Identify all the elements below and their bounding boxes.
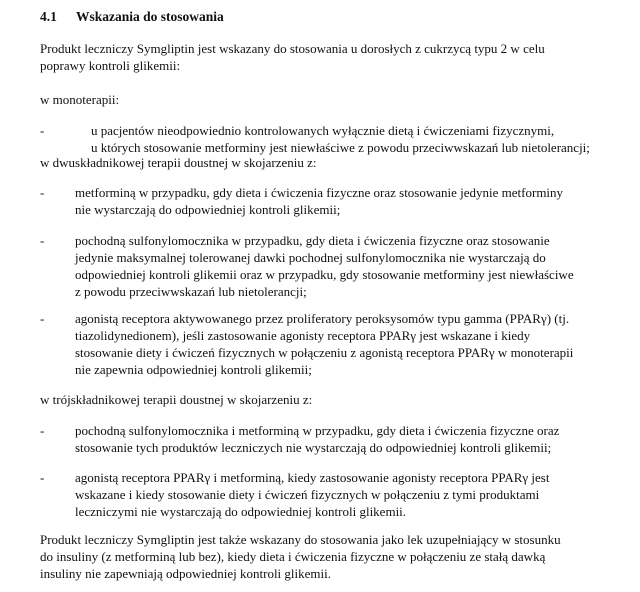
text-line: insuliny nie zapewniają odpowiedniej kontroli glikemii.: [40, 566, 331, 581]
section-heading: [40, 8, 224, 25]
list-item-text: [75, 310, 635, 378]
text-line: Produkt leczniczy Symgliptin jest wskazany do stosowania u dorosłych z cukrzycą typu 2 w celu: [40, 41, 545, 56]
monotherapy-label: w monoterapii:: [40, 92, 120, 107]
list-item-text: [75, 122, 635, 156]
text-line: stosowanie tych produktów leczniczych nie wystarczają do odpowiedniej kontroli glikemii;: [75, 440, 552, 455]
list-dash: -: [40, 123, 45, 138]
text-line: z powodu przeciwwskazań lub nietolerancji;: [75, 284, 307, 299]
closing-paragraph: [40, 531, 630, 582]
list-dash: -: [40, 233, 45, 248]
section-title: Wskazania do stosowania: [76, 9, 224, 24]
intro-paragraph: [40, 40, 630, 74]
text-line: u pacjentów nieodpowiednio kontrolowanych wyłącznie dietą i ćwiczeniami fizycznymi,: [91, 123, 555, 138]
list-dash: -: [40, 423, 45, 438]
list-item-text: [75, 184, 635, 218]
text-line: nie zapewnia odpowiedniej kontroli glikemii;: [75, 362, 312, 377]
text-line: odpowiedniej kontroli glikemii oraz w przypadku, gdy stosowanie metforminy jest niewłaściwe: [75, 267, 574, 282]
text-line: nie wystarczają do odpowiedniej kontroli glikemii;: [75, 202, 341, 217]
text-line: do insuliny (z metforminą lub bez), kiedy dieta i ćwiczenia fizyczne w połączeniu ze stałą dawką: [40, 549, 546, 564]
list-dash: -: [40, 470, 45, 485]
text-line: jedynie maksymalnej tolerowanej dawki pochodnej sulfonylomocznika nie wystarczają do: [75, 250, 546, 265]
text-line: leczniczymi nie wystarczają do odpowiedniej kontroli glikemii.: [75, 504, 407, 519]
dual-therapy-label: w dwuskładnikowej terapii doustnej w skojarzeniu z:: [40, 155, 317, 170]
list-dash: -: [40, 185, 45, 200]
text-line: metforminą w przypadku, gdy dieta i ćwiczenia fizyczne oraz stosowanie jedynie metforminy: [75, 185, 564, 200]
text-line: pochodną sulfonylomocznika w przypadku, gdy dieta i ćwiczenia fizyczne oraz stosowanie: [75, 233, 550, 248]
text-line: wskazane i kiedy stosowanie diety i ćwiczeń fizycznych w połączeniu z tymi produktami: [75, 487, 540, 502]
triple-therapy-label: w trójskładnikowej terapii doustnej w skojarzeniu z:: [40, 392, 313, 407]
list-item-text: [75, 232, 635, 300]
text-line: agonistą receptora PPARγ i metforminą, kiedy zastosowanie agonisty receptora PPARγ jest: [75, 470, 550, 485]
list-item-text: [75, 469, 635, 520]
list-dash: -: [40, 311, 45, 326]
section-number: 4.1: [40, 9, 57, 24]
list-item-text: [75, 422, 635, 456]
text-line: poprawy kontroli glikemii:: [40, 58, 181, 73]
text-line: tiazolidynedionem), jeśli zastosowanie agonisty receptora PPARγ jest wskazane i kiedy: [75, 328, 531, 343]
text-line: u których stosowanie metforminy jest niewłaściwe z powodu przeciwwskazań lub nietolerancji;: [91, 140, 590, 155]
text-line: agonistą receptora aktywowanego przez proliferatory peroksysomów typu gamma (PPARγ) (tj.: [75, 311, 570, 326]
text-line: pochodną sulfonylomocznika i metforminą w przypadku, gdy dieta i ćwiczenia fizyczne oraz: [75, 423, 560, 438]
text-line: Produkt leczniczy Symgliptin jest także wskazany do stosowania jako lek uzupełniający w stosunku: [40, 532, 561, 547]
text-line: stosowanie diety i ćwiczeń fizycznych w połączeniu z agonistą receptora PPARγ w monoterapii: [75, 345, 574, 360]
